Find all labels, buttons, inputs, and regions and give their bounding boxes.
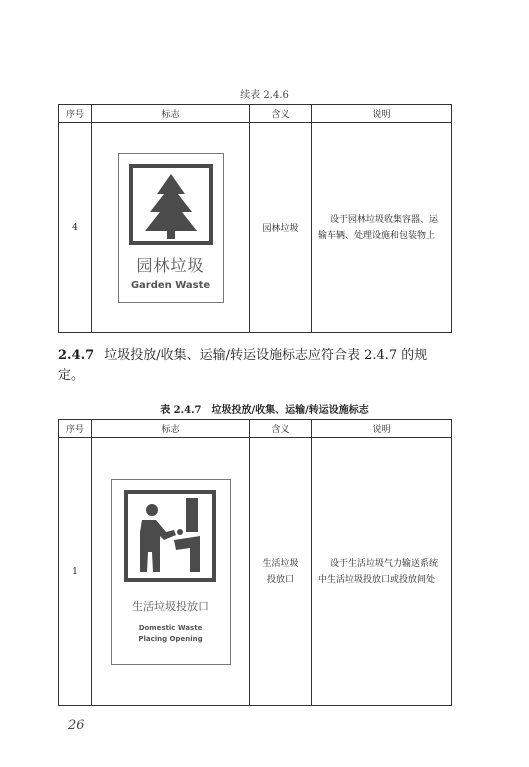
table-row	[59, 438, 452, 706]
row-num: 4	[59, 123, 92, 333]
section-text: 垃圾投放/收集、运输/转运设施标志应符合表 2.4.7 的规定。	[58, 348, 428, 383]
garden-waste-sign	[118, 153, 224, 303]
header-sign: 标志	[92, 105, 250, 123]
section-number: 2.4.7	[58, 348, 95, 363]
sign-cell	[92, 123, 250, 333]
table2	[58, 419, 452, 706]
row-desc: 设于生活垃圾气力输送系统中生活垃圾投放口或投放间处	[312, 438, 452, 706]
waste-opening-sign	[111, 479, 231, 665]
sign-label-en-2: Placing Opening	[138, 634, 203, 643]
table1-caption: 续表 2.4.6	[240, 90, 289, 101]
table2-caption: 表 2.4.7 垃圾投放/收集、运输/转运设施标志	[160, 405, 369, 416]
table-row	[59, 123, 452, 333]
page-number: 26	[68, 718, 85, 733]
sign-cell	[92, 438, 250, 706]
section-paragraph	[58, 346, 450, 386]
row-meaning: 园林垃圾	[250, 123, 312, 333]
sign-label-cn: 园林垃圾	[136, 255, 205, 275]
header-num: 序号	[59, 105, 92, 123]
row-meaning	[250, 438, 312, 706]
header-desc: 说明	[312, 105, 452, 123]
header-num: 序号	[59, 420, 92, 438]
table2-header-row	[59, 420, 452, 438]
header-meaning: 含义	[250, 420, 312, 438]
header-sign: 标志	[92, 420, 250, 438]
sign-label-en: Garden Waste	[130, 279, 211, 291]
header-meaning: 含义	[250, 105, 312, 123]
meaning-line-1: 生活垃圾	[262, 558, 299, 569]
header-desc: 说明	[312, 420, 452, 438]
table1-header-row	[59, 105, 452, 123]
sign-label-en-1: Domestic Waste	[138, 623, 203, 632]
row-desc: 设于园林垃圾收集容器、运输车辆、处理设施和包装物上	[312, 123, 452, 333]
sign-label-cn: 生活垃圾投放口	[132, 599, 209, 613]
meaning-line-2: 投放口	[266, 574, 294, 585]
row-num: 1	[59, 438, 92, 706]
table1	[58, 104, 452, 333]
